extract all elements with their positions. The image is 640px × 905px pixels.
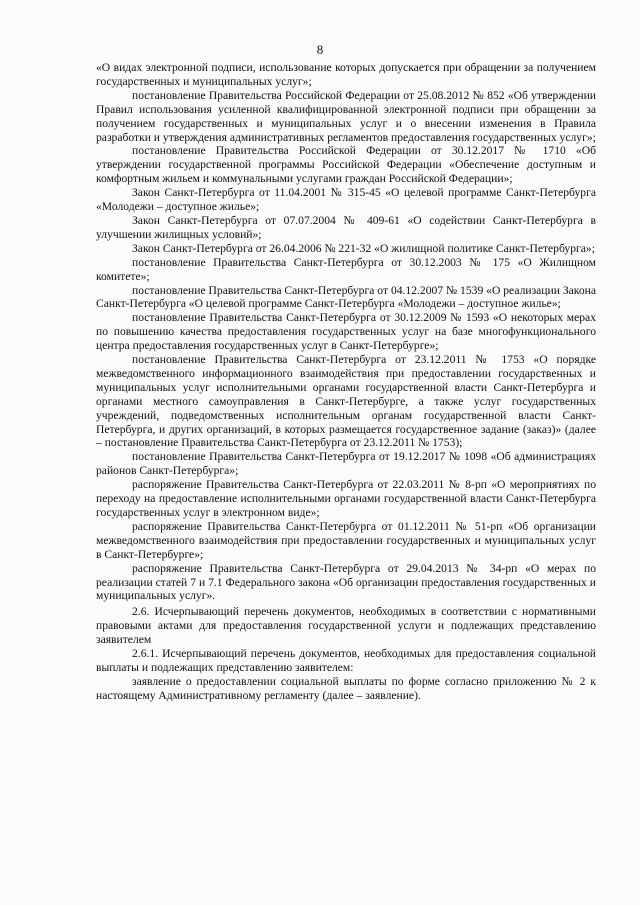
paragraph: распоряжение Правительства Санкт-Петербурга от 29.04.2013 № 34-рп «О мерах по реализации статей 7 и 7.1 Федерального закона «Об организации предоставления государственных и муниципальных услуг». <box>96 561 596 603</box>
document-body <box>96 61 596 703</box>
paragraph: постановление Правительства Санкт-Петербурга от 30.12.2009 № 1593 «О некоторых мерах по повышению качества предоставления государственных услуг на базе многофункционального центра предоставления государственных услуг в Санкт-Петербурге»; <box>96 311 596 353</box>
paragraph: «О видах электронной подписи, использование которых допускается при обращении за получением государственных и муниципальных услуг»; <box>96 61 596 88</box>
paragraph: постановление Правительства Российской Федерации от 25.08.2012 № 852 «Об утверждении Правил использования усиленной квалифицированной электронной подписи при обращении за получением государственных и муниципальных услуг и о внесении изменения в Правила разработки и утверждения административных регламентов предоставления государственных услуг»; <box>96 88 596 144</box>
paragraph: постановление Правительства Российской Федерации от 30.12.2017 № 1710 «Об утверждении государственной программы Российской Федерации «Обеспечение доступным и комфортным жильем и коммунальными услугами граждан Российской Федерации»; <box>96 144 596 186</box>
paragraph: 2.6.1. Исчерпывающий перечень документов, необходимых для предоставления социальной выплаты и подлежащих представлению заявителем: <box>96 647 596 674</box>
paragraph: постановление Правительства Санкт-Петербурга от 04.12.2007 № 1539 «О реализации Закона Санкт-Петербурга «О целевой программе Санкт-Петербурга «Молодежи – доступное жилье»; <box>96 283 596 311</box>
paragraph: Закон Санкт-Петербурга от 26.04.2006 № 221-32 «О жилищной политике Санкт-Петербурга»; <box>132 241 595 255</box>
paragraph: распоряжение Правительства Санкт-Петербурга от 01.12.2011 № 51-рп «Об организации межведомственного взаимодействия при предоставлении государственных и муниципальных услуг в Санкт-Петербурге»; <box>96 519 596 561</box>
section-heading: 2.6. Исчерпывающий перечень документов, необходимых в соответствии с нормативными правовыми актами для предоставления государственной услуги и подлежащих представлению заявителем <box>96 605 596 647</box>
paragraph: постановление Правительства Санкт-Петербурга от 19.12.2017 № 1098 «Об администрациях районов Санкт-Петербурга»; <box>96 450 596 478</box>
paragraph: постановление Правительства Санкт-Петербурга от 30.12.2003 № 175 «О Жилищном комитете»; <box>96 255 596 283</box>
paragraph: постановление Правительства Санкт-Петербурга от 23.12.2011 № 1753 «О порядке межведомственного информационного взаимодействия при предоставлении государственных и муниципальных услуг исполнительными органами государственной власти Санкт-Петербурга и органами местного самоуправления в Санкт-Петербурге, а также услуг государственных учреждений, подведомственных исполнительным органам государственной власти Санкт-Петербурга, и других организаций, в которых размещается государственное задание (заказ)» (далее – постановление Правительства Санкт-Петербурга от 23.12.2011 № 1753); <box>96 353 596 450</box>
paragraph: заявление о предоставлении социальной выплаты по форме согласно приложению № 2 к настоящему Административному регламенту (далее – заявление). <box>96 674 596 702</box>
paragraph: распоряжение Правительства Санкт-Петербурга от 22.03.2011 № 8-рп «О мероприятиях по переходу на предоставление исполнительными органами государственной власти Санкт-Петербурга государственных услуг в электронном виде»; <box>96 478 596 519</box>
page-number: 8 <box>316 42 324 57</box>
paragraph: Закон Санкт-Петербурга от 07.07.2004 № 409-61 «О содействии Санкт-Петербурга в улучшении жилищных условий»; <box>96 213 596 241</box>
paragraph: Закон Санкт-Петербурга от 11.04.2001 № 315-45 «О целевой программе Санкт-Петербурга «Молодежи – доступное жилье»; <box>96 186 596 214</box>
